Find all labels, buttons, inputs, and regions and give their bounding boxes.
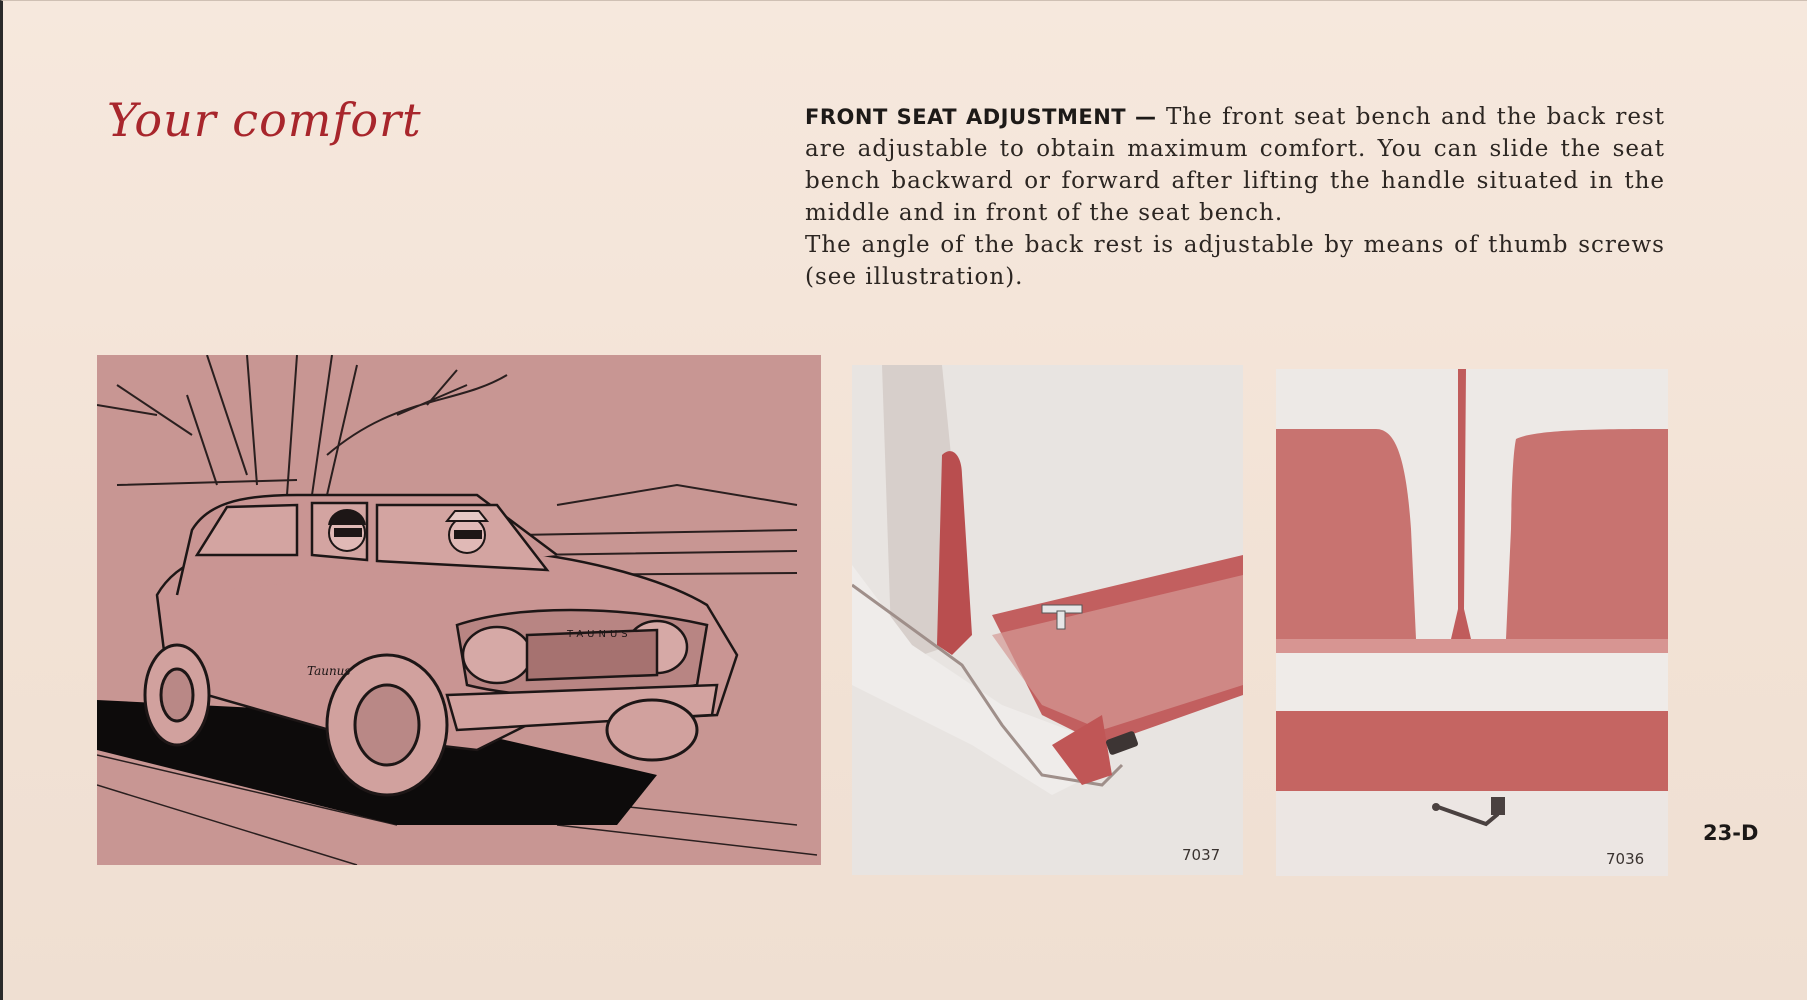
section-lead: FRONT SEAT ADJUSTMENT —: [805, 105, 1157, 129]
car-script: Taunus: [307, 664, 351, 678]
page-heading: Your comfort: [107, 93, 422, 147]
paragraph-1: [805, 101, 1665, 229]
car-drawing: [97, 355, 821, 865]
seat-photo-backrest: [852, 365, 1243, 875]
backrest-photo: [852, 365, 1243, 875]
photo-left-code: 7037: [1182, 846, 1221, 864]
car-badge: TAUNUS: [567, 629, 632, 640]
paragraph-2: The angle of the back rest is adjustable by means of thumb screws (see illustration).: [805, 232, 1665, 290]
bench-photo: [1276, 369, 1668, 876]
paragraph-1-text: The front seat bench and the back rest are adjustable to obtain maximum comfort. You can slide the seat bench backward or forward after lifting the handle situated in the middle and in front of the seat bench.: [805, 104, 1665, 226]
page-number: 23-D: [1703, 821, 1759, 845]
seat-photo-bench: [1276, 369, 1668, 876]
photo-right-code: 7036: [1606, 850, 1645, 868]
car-illustration: [97, 355, 821, 865]
section-text: [805, 101, 1665, 293]
